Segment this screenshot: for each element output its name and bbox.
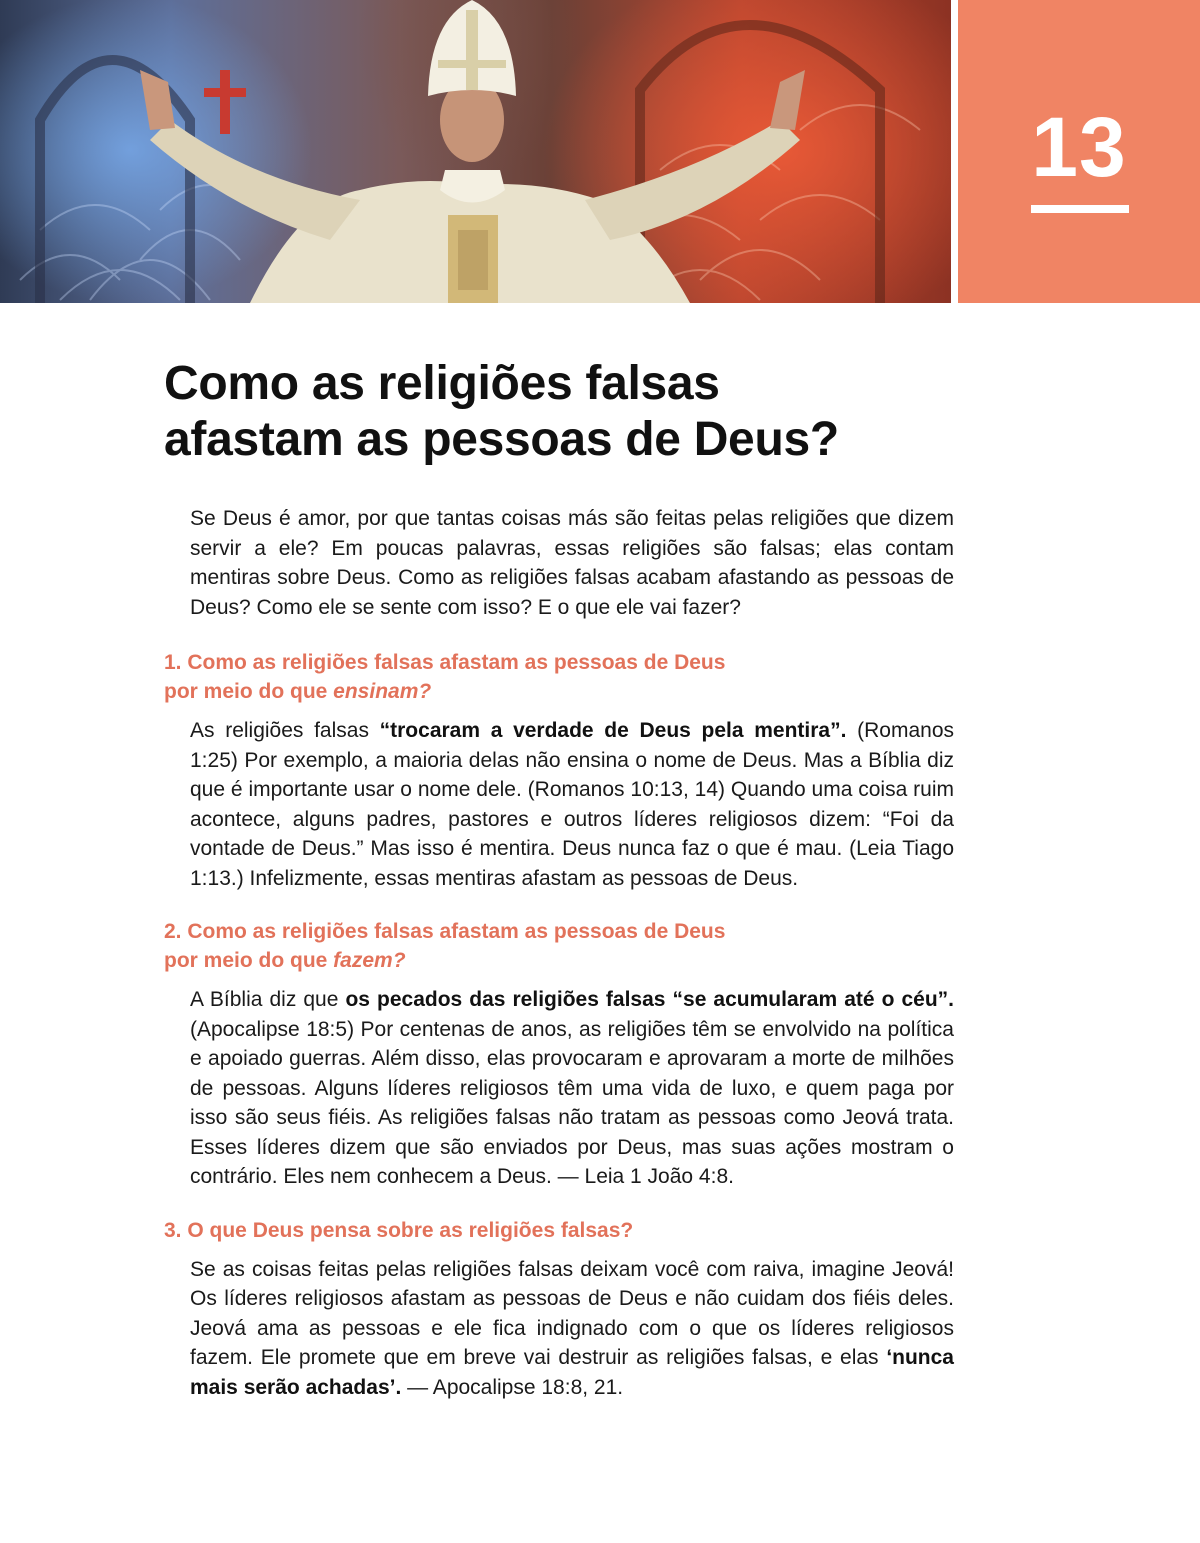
article-body <box>164 504 954 1402</box>
answer-3-bold-quote: ‘nunca mais serão achadas’. <box>190 1346 954 1399</box>
cross-icon <box>204 70 246 134</box>
question-1-emphasis: ensinam? <box>333 680 432 703</box>
answer-1 <box>190 716 954 893</box>
answer-1-bold-quote: “trocaram a verdade de Deus pela mentira”. <box>379 719 847 742</box>
answer-1-text-start: As religiões falsas <box>190 719 380 742</box>
question-2-line-1: Como as religiões falsas afastam as pessoas de Deus <box>187 920 726 943</box>
question-3 <box>164 1216 954 1245</box>
chapter-number-underline <box>1031 205 1129 213</box>
question-1-line-1: Como as religiões falsas afastam as pessoas de Deus <box>187 651 726 674</box>
question-2 <box>164 917 954 975</box>
question-1 <box>164 648 954 706</box>
answer-2-text-end: (Apocalipse 18:5) Por centenas de anos, as religiões têm se envolvido na política e apoiado guerras. Além disso, elas provocaram e aprovaram a morte de milhões de pessoas. Alguns líderes religiosos têm uma vida de luxo, e quem paga por isso são seus fiéis. As religiões falsas não tratam as pessoas como Jeová trata. Esses líderes dizem que são enviados por Deus, mas suas ações mostram o contrário. Eles nem conhecem a Deus. — Leia 1 João 4:8. <box>190 1017 954 1188</box>
intro-paragraph: Se Deus é amor, por que tantas coisas más são feitas pelas religiões que dizem servir a ele? Em poucas palavras, essas religiões são falsas; elas contam mentiras sobre Deus. Como as religiões falsas acabam afastando as pessoas de Deus? Como ele se sente com isso? E o que ele vai fazer? <box>190 507 954 619</box>
answer-2 <box>190 985 954 1192</box>
question-2-number: 2. <box>164 920 182 943</box>
question-1-line-2-text: por meio do que <box>164 680 334 703</box>
chapter-number: 13 <box>1031 100 1127 194</box>
answer-3-text-end: — Apocalipse 18:8, 21. <box>401 1375 624 1399</box>
question-1-number: 1. <box>164 651 182 674</box>
page-title <box>164 356 964 468</box>
cleric-illustration <box>0 0 951 303</box>
title-line-1: Como as religiões falsas <box>164 357 720 410</box>
question-3-number: 3. <box>164 1218 182 1242</box>
answer-3 <box>190 1255 954 1403</box>
answer-3-text-start: Se as coisas feitas pelas religiões falsas deixam você com raiva, imagine Jeová! Os líderes religiosos afastam as pessoas de Deus e não cuidam dos fiéis deles. Jeová ama as pessoas e ele fica indignado com o que os líderes religiosos fazem. Ele promete que em breve vai destruir as religiões falsas, e elas <box>190 1257 954 1369</box>
question-2-emphasis: fazem? <box>333 949 406 972</box>
answer-2-text-start: A Bíblia diz que <box>190 988 346 1011</box>
question-1-line-2 <box>164 677 954 706</box>
chapter-number-panel <box>958 0 1200 303</box>
question-3-line-1: O que Deus pensa sobre as religiões falsas? <box>187 1218 634 1242</box>
hero-image <box>0 0 951 303</box>
answer-2-bold-quote: os pecados das religiões falsas “se acumularam até o céu”. <box>345 988 954 1011</box>
title-line-2: afastam as pessoas de Deus? <box>164 413 839 466</box>
answer-1-text-end: (Romanos 1:25) Por exemplo, a maioria delas não ensina o nome de Deus. Mas a Bíblia diz que é importante usar o nome dele. (Romanos 10:13, 14) Quando uma coisa ruim acontece, alguns padres, pastores e outros líderes religiosos dizem: “Foi da vontade de Deus.” Mas isso é mentira. Deus nunca faz o que é mau. (Leia Tiago 1:13.) Infelizmente, essas mentiras afastam as pessoas de Deus. <box>190 719 954 890</box>
question-2-line-2 <box>164 946 954 975</box>
question-2-line-2-text: por meio do que <box>164 949 334 972</box>
